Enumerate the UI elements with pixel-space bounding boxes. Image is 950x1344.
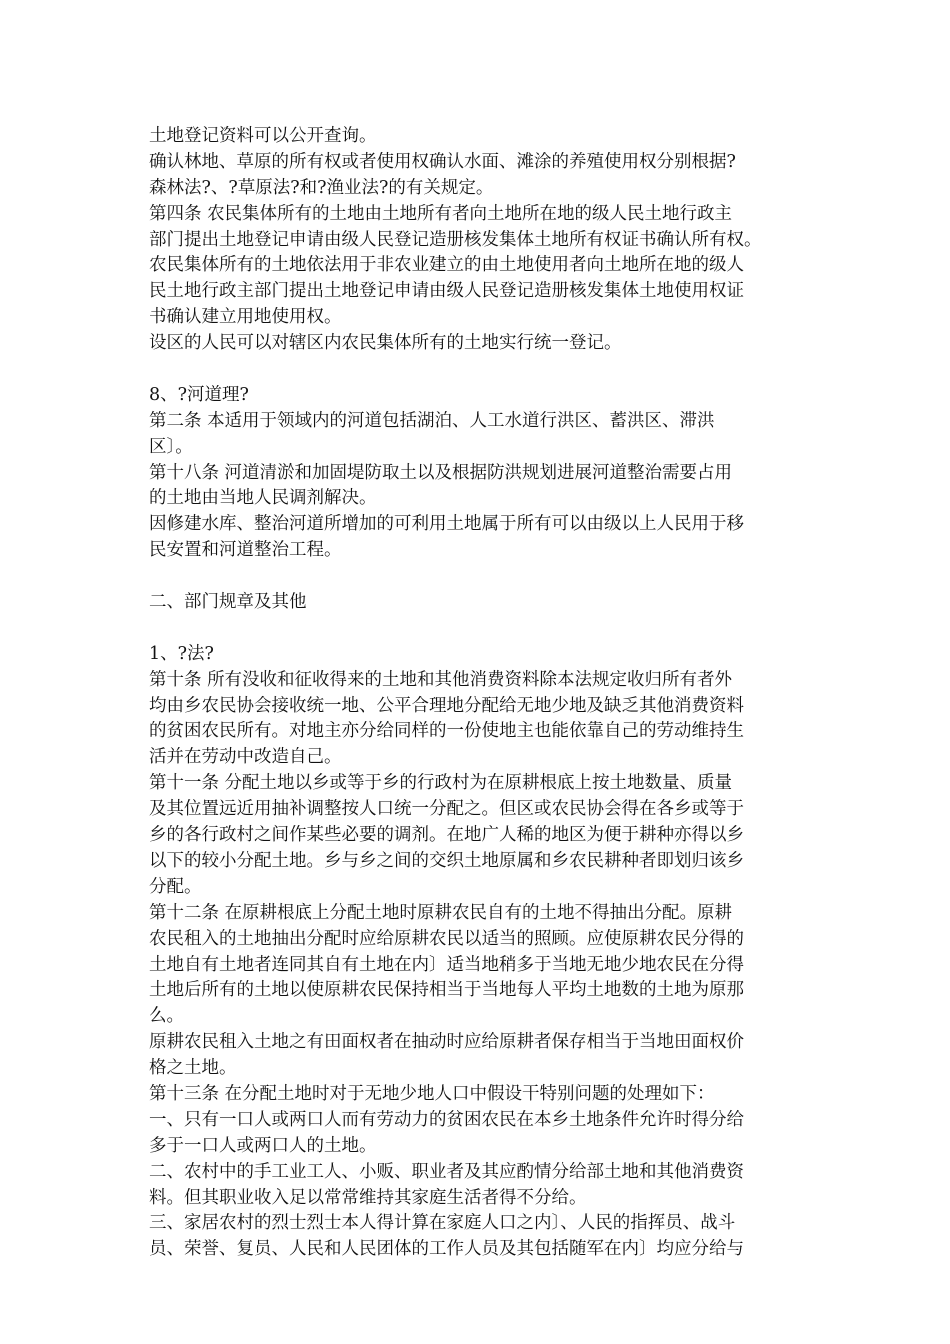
text-line: 书确认建立用地使用权。 <box>149 307 342 328</box>
blank-line <box>149 357 829 383</box>
text-line: 第十二条 在原耕根底上分配土地时原耕农民自有的土地不得抽出分配。原耕 <box>149 902 733 923</box>
text-line: 二、农村中的手工业工人、小贩、职业者及其应酌情分给部土地和其他消费资 <box>149 1161 744 1182</box>
text-line: 多于一口人或两口人的土地。 <box>149 1135 377 1156</box>
text-line: 部门提出土地登记申请由级人民登记造册核发集体土地所有权证书确认所有权。 <box>149 229 762 250</box>
text-line: 第十条 所有没收和征收得来的土地和其他消费资料除本法规定收归所有者外 <box>149 669 733 690</box>
text-line: 第十三条 在分配土地时对于无地少地人口中假设干特别问题的处理如下： <box>149 1083 715 1104</box>
text-line: 一、只有一口人或两口人而有劳动力的贫困农民在本乡土地条件允许时得分给 <box>149 1109 744 1130</box>
text-line: 活并在劳动中改造自己。 <box>149 747 342 768</box>
text-line: 确认林地、草原的所有权或者使用权确认水面、滩涂的养殖使用权分别根据? <box>149 151 736 172</box>
text-line: 农民集体所有的土地依法用于非农业建立的由土地使用者向土地所在地的级人 <box>149 255 744 276</box>
text-line: 的贫困农民所有。对地主亦分给同样的一份使地主也能依靠自己的劳动维持生 <box>149 721 744 742</box>
text-line: 农民租入的土地抽出分配时应给原耕农民以适当的照顾。应使原耕农民分得的 <box>149 928 744 949</box>
text-line: 土地后所有的土地以使原耕农民保持相当于当地每人平均土地数的土地为原那 <box>149 980 744 1001</box>
text-line: 设区的人民可以对辖区内农民集体所有的土地实行统一登记。 <box>149 333 622 354</box>
text-line: 么。 <box>149 1006 184 1027</box>
text-line: 料。但其职业收入足以常常维持其家庭生活者得不分给。 <box>149 1187 587 1208</box>
text-line: 乡的各行政村之间作某些必要的调剂。在地广人稀的地区为便于耕种亦得以乡 <box>149 825 744 846</box>
text-line: 民土地行政主部门提出土地登记申请由级人民登记造册核发集体土地使用权证 <box>149 281 744 302</box>
text-line: 以下的较小分配土地。乡与乡之间的交织土地原属和乡农民耕种者即划归该乡 <box>149 850 744 871</box>
text-line: 第十八条 河道清淤和加固堤防取土以及根据防洪规划进展河道整治需要占用 <box>149 462 733 483</box>
text-line: 均由乡农民协会接收统一地、公平合理地分配给无地少地及缺乏其他消费资料 <box>149 695 744 716</box>
text-line: 原耕农民租入土地之有田面权者在抽动时应给原耕者保存相当于当地田面权价 <box>149 1032 744 1053</box>
text-line: 土地登记资料可以公开查询。 <box>149 126 377 146</box>
text-line: 第四条 农民集体所有的土地由土地所有者向土地所在地的级人民土地行政主 <box>149 203 733 224</box>
text-line: 民安置和河道整治工程。 <box>149 540 342 561</box>
text-line: 员、荣誉、复员、人民和人民团体的工作人员及其包括随军在内〕均应分给与 <box>149 1239 744 1260</box>
text-line: 二、部门规章及其他 <box>149 592 307 613</box>
text-line: 1、?法? <box>149 643 214 664</box>
text-line: 森林法?、?草原法?和?渔业法?的有关规定。 <box>149 177 494 198</box>
text-line: 格之土地。 <box>149 1058 237 1079</box>
text-line: 及其位置远近用抽补调整按人口统一分配之。但区或农民协会得在各乡或等于 <box>149 799 744 820</box>
blank-line <box>149 564 829 590</box>
text-line: 分配。 <box>149 876 202 897</box>
text-line: 8、?河道理? <box>149 384 249 405</box>
text-line: 的土地由当地人民调剂解决。 <box>149 488 377 509</box>
text-line: 三、家居农村的烈士烈士本人得计算在家庭人口之内〕、人民的指挥员、战斗 <box>149 1213 736 1234</box>
text-line: 第二条 本适用于领域内的河道包括湖泊、人工水道行洪区、蓄洪区、滞洪 <box>149 410 715 431</box>
text-line: 因修建水库、整治河道所增加的可利用土地属于所有可以由级以上人民用于移 <box>149 514 744 535</box>
document-body <box>149 124 829 1263</box>
text-line: 区〕。 <box>149 436 193 457</box>
text-line: 第十一条 分配土地以乡或等于乡的行政村为在原耕根底上按土地数量、质量 <box>149 773 733 794</box>
text-line: 土地自有土地者连同其自有土地在内〕适当地稍多于当地无地少地农民在分得 <box>149 954 744 975</box>
blank-line <box>149 616 829 642</box>
